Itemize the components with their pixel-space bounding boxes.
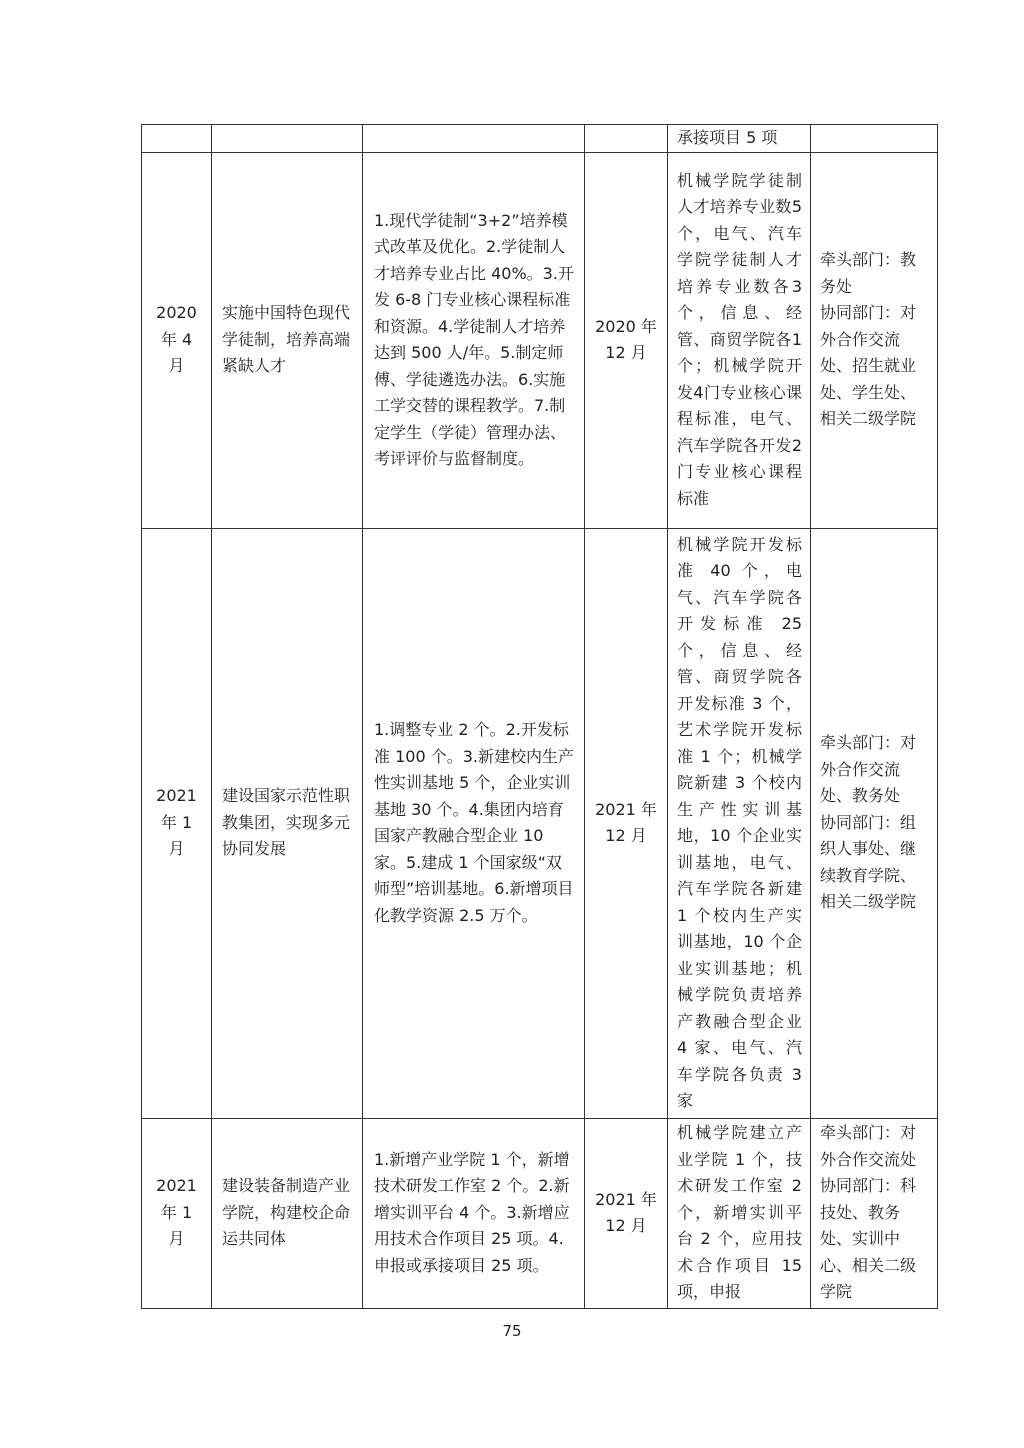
departments-cell: 牵头部门：教务处 协同部门：对外合作交流处、招生就业处、学生处、相关二级学院 bbox=[811, 152, 938, 528]
start-date-cell: 2020 年 4 月 bbox=[142, 152, 212, 528]
end-date-cell: 2020 年 12 月 bbox=[585, 152, 668, 528]
page-number: 75 bbox=[502, 1322, 522, 1340]
plan-table bbox=[141, 124, 938, 1309]
departments-cell: 牵头部门：对外合作交流处 协同部门：科技处、教务处、实训中心、相关二级学院 bbox=[811, 1118, 938, 1308]
task-cell: 实施中国特色现代学徒制，培养高端紧缺人才 bbox=[212, 152, 363, 528]
result-cell: 机械学院开发标准 40 个，电气、汽车学院各开发标准 25 个，信息、经管、商贸学院各开发标准 3 个，艺术学院开发标准 1 个；机械学院新建 3 个校内生产性实训基地，10 个企业实训基地，电气、汽车学院各新建 1 个校内生产实训基地，10 个企业实训基地；机械学院负责培养产教融合型企业 4 家、电气、汽车学院各负责 3 家 bbox=[668, 528, 811, 1118]
start-date-cell: 2021 年 1 月 bbox=[142, 528, 212, 1118]
result-cell: 机械学院学徒制人才培养专业数5个，电气、汽车学院学徒制人才培养专业数各3个，信息、经管、商贸学院各1个；机械学院开发4门专业核心课程标准，电气、汽车学院各开发2门专业核心课程标准 bbox=[668, 152, 811, 528]
measures-cell: 1.现代学徒制“3+2”培养模式改革及优化。2.学徒制人才培养专业占比 40%。3.开发 6-8 门专业核心课程标准和资源。4.学徒制人才培养达到 500 人/年。5.制定师傅、学徒遴选办法。6.实施工学交替的课程教学。7.制定学生（学徒）管理办法、考评评价与监督制度。 bbox=[363, 152, 585, 528]
start-date-cell: 2021 年 1 月 bbox=[142, 1118, 212, 1308]
table-row bbox=[142, 528, 938, 1118]
task-cell: 建设国家示范性职教集团，实现多元协同发展 bbox=[212, 528, 363, 1118]
end-date-cell: 2021 年 12 月 bbox=[585, 1118, 668, 1308]
measures-cell bbox=[363, 125, 585, 153]
table-row bbox=[142, 152, 938, 528]
end-date-cell bbox=[585, 125, 668, 153]
end-date-cell: 2021 年 12 月 bbox=[585, 528, 668, 1118]
measures-cell: 1.调整专业 2 个。2.开发标准 100 个。3.新建校内生产性实训基地 5 个，企业实训基地 30 个。4.集团内培育国家产教融合型企业 10 家。5.建成 1 个国家级“双师型”培训基地。6.新增项目化教学资源 2.5 万个。 bbox=[363, 528, 585, 1118]
table-row bbox=[142, 1118, 938, 1308]
task-cell: 建设装备制造产业学院，构建校企命运共同体 bbox=[212, 1118, 363, 1308]
departments-cell: 牵头部门：对外合作交流处、教务处 协同部门：组织人事处、继续教育学院、相关二级学院 bbox=[811, 528, 938, 1118]
result-cell: 承接项目 5 项 bbox=[668, 125, 811, 153]
result-cell: 机械学院建立产业学院 1 个，技术研发工作室 2 个，新增实训平台 2 个，应用技术合作项目 15 项，申报 bbox=[668, 1118, 811, 1308]
departments-cell bbox=[811, 125, 938, 153]
measures-cell: 1.新增产业学院 1 个，新增技术研发工作室 2 个。2.新增实训平台 4 个。3.新增应用技术合作项目 25 项。4.申报或承接项目 25 项。 bbox=[363, 1118, 585, 1308]
start-date-cell bbox=[142, 125, 212, 153]
task-cell bbox=[212, 125, 363, 153]
table-row-continuation bbox=[142, 125, 938, 153]
